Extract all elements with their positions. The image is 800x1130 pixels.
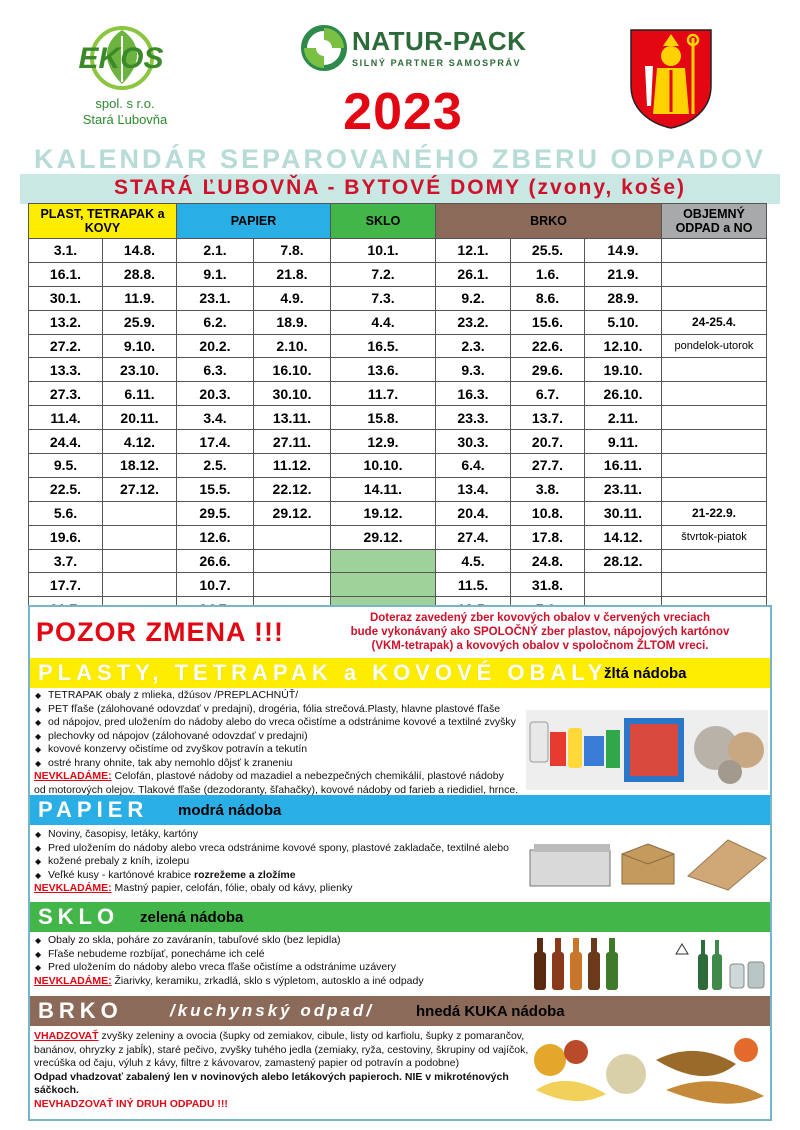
list-item: ◆ Obaly zo skla, poháre zo zaváranín, tabuľové sklo (bez lepidla) <box>34 934 524 948</box>
date-cell: 13.6. <box>331 358 436 382</box>
table-row <box>29 310 767 334</box>
table-row <box>29 573 767 597</box>
date-cell: 9.1. <box>177 262 254 286</box>
glass-waste-photo <box>530 934 768 992</box>
notice-line: bude vykonávaný ako SPOLOČNÝ zber plastov, nápojových kartónov <box>350 626 730 638</box>
header-objemny: OBJEMNÝ ODPAD a NO <box>662 204 767 239</box>
ekos-logo <box>62 22 180 92</box>
bio-waste-photo <box>526 1030 770 1114</box>
date-cell: 19.10. <box>585 358 662 382</box>
date-cell: 15.8. <box>331 406 436 430</box>
date-cell <box>254 573 331 597</box>
date-cell: 27.11. <box>254 430 331 454</box>
date-cell <box>662 549 767 573</box>
date-cell: 23.3. <box>436 406 511 430</box>
date-cell <box>254 525 331 549</box>
ekos-city: Stará Ľubovňa <box>82 112 168 127</box>
naturpack-name: NATUR-PACK <box>352 26 527 56</box>
date-cell: 19.6. <box>29 525 103 549</box>
date-cell: 2.1. <box>177 239 254 263</box>
date-cell: 1.6. <box>511 262 585 286</box>
table-row <box>29 549 767 573</box>
date-cell: 22.6. <box>511 334 585 358</box>
date-cell: 22.12. <box>254 477 331 501</box>
date-cell: 28.9. <box>585 286 662 310</box>
section-plasty-text <box>34 689 524 797</box>
date-cell <box>331 573 436 597</box>
date-cell: 18.12. <box>103 454 177 478</box>
date-cell <box>662 406 767 430</box>
date-cell: 21.9. <box>585 262 662 286</box>
date-cell: 4.9. <box>254 286 331 310</box>
date-cell: 13.11. <box>254 406 331 430</box>
date-cell: 24.8. <box>511 549 585 573</box>
date-cell: 12.9. <box>331 430 436 454</box>
date-cell: 6.2. <box>177 310 254 334</box>
date-cell: 6.11. <box>103 382 177 406</box>
date-cell: 8.6. <box>511 286 585 310</box>
bin-label-sklo: zelená nádoba <box>140 909 244 926</box>
date-cell: 16.10. <box>254 358 331 382</box>
date-cell <box>103 549 177 573</box>
ekos-logo-text: EKOS <box>78 42 164 75</box>
date-cell: 2.10. <box>254 334 331 358</box>
date-cell: 4.12. <box>103 430 177 454</box>
bin-label-brko: hnedá KUKA nádoba <box>416 1003 565 1020</box>
naturpack-tagline: SILNÝ PARTNER SAMOSPRÁV <box>352 58 522 68</box>
date-cell: 29.6. <box>511 358 585 382</box>
date-cell: 3.7. <box>29 549 103 573</box>
vhadzovat-line: banánov, ohryzky z jabĺk), staré pečivo, zvyšky tuhého jedla (zemiaky, ryža, cestoviny, škrupiny od vajíčok, <box>34 1043 529 1056</box>
pozor-zmena-heading: POZOR ZMENA !!! <box>36 617 284 647</box>
date-cell: 11.9. <box>103 286 177 310</box>
date-cell: 5.6. <box>29 501 103 525</box>
header-brko: BRKO <box>436 204 662 239</box>
change-notice <box>312 611 768 653</box>
date-cell: 13.7. <box>511 406 585 430</box>
date-cell: 30.10. <box>254 382 331 406</box>
date-cell: 17.7. <box>29 573 103 597</box>
table-header-row <box>29 204 767 239</box>
date-cell: 2.5. <box>177 454 254 478</box>
brko-subtitle: /kuchynský odpad/ <box>170 1001 375 1020</box>
date-cell: 25.5. <box>511 239 585 263</box>
date-cell: 25.9. <box>103 310 177 334</box>
list-item: ◆ PET fľaše (zálohované odovzdať v predajni), drogéria, fólia strečová.Plasty, hlavne plastové fľaše <box>34 703 524 717</box>
date-cell <box>254 549 331 573</box>
table-row <box>29 239 767 263</box>
date-cell: 7.2. <box>331 262 436 286</box>
list-item: ◆ TETRAPAK obaly z mlieka, džúsov /PREPLACHNÚŤ/ <box>34 689 524 703</box>
date-cell: 28.12. <box>585 549 662 573</box>
date-cell: 26.1. <box>436 262 511 286</box>
section-title-plasty: PLASTY, TETRAPAK a KOVOVÉ OBALY <box>38 660 608 685</box>
date-cell: 19.12. <box>331 501 436 525</box>
naturpack-logo-icon <box>300 24 348 72</box>
date-cell: 16.11. <box>585 454 662 478</box>
notice-line: Doteraz zavedený zber kovových obalov v červených vreciach <box>369 612 711 624</box>
date-cell: 21.8. <box>254 262 331 286</box>
date-cell: 29.5. <box>177 501 254 525</box>
table-row <box>29 501 767 525</box>
table-row <box>29 382 767 406</box>
table-row <box>29 286 767 310</box>
date-cell: 10.8. <box>511 501 585 525</box>
date-cell: 10.7. <box>177 573 254 597</box>
date-cell: 6.4. <box>436 454 511 478</box>
date-cell: 17.4. <box>177 430 254 454</box>
section-sklo-text <box>34 934 524 988</box>
notice-line: (VKM-tetrapak) a kovových obalov v spoločnom ŽLTOM vreci. <box>371 640 709 652</box>
date-cell <box>585 573 662 597</box>
date-cell: 10.10. <box>331 454 436 478</box>
bin-label-papier: modrá nádoba <box>178 802 282 819</box>
date-cell <box>662 382 767 406</box>
list-item: ◆ Pred uložením do nádoby alebo vreca odstránime kovové spony, plastové zakladače, textilné alebo <box>34 842 524 856</box>
date-cell: 31.8. <box>511 573 585 597</box>
date-cell: 23.1. <box>177 286 254 310</box>
nevkladame-papier: NEVKLADÁME: Mastný papier, celofán, fólie, obaly od kávy, plienky <box>34 882 353 894</box>
date-cell <box>662 573 767 597</box>
date-cell: 26.6. <box>177 549 254 573</box>
date-cell: 21-22.9. <box>662 501 767 525</box>
date-cell: 9.2. <box>436 286 511 310</box>
date-cell: 30.11. <box>585 501 662 525</box>
section-papier-text <box>34 828 524 896</box>
date-cell: 12.10. <box>585 334 662 358</box>
table-row <box>29 334 767 358</box>
date-cell: 28.8. <box>103 262 177 286</box>
table-row <box>29 525 767 549</box>
date-cell: 15.5. <box>177 477 254 501</box>
date-cell: 4.4. <box>331 310 436 334</box>
date-cell: 13.2. <box>29 310 103 334</box>
date-cell: 30.3. <box>436 430 511 454</box>
date-cell: 27.4. <box>436 525 511 549</box>
plastic-waste-photo <box>526 710 768 790</box>
date-cell: 16.3. <box>436 382 511 406</box>
date-cell: 27.3. <box>29 382 103 406</box>
date-cell: 20.11. <box>103 406 177 430</box>
date-cell: 3.1. <box>29 239 103 263</box>
date-cell: 27.12. <box>103 477 177 501</box>
date-cell: pondelok-utorok <box>662 334 767 358</box>
calendar-year: 2023 <box>343 83 463 141</box>
date-cell: 23.10. <box>103 358 177 382</box>
date-cell: 7.3. <box>331 286 436 310</box>
date-cell: 3.8. <box>511 477 585 501</box>
date-cell: 23.2. <box>436 310 511 334</box>
date-cell <box>331 549 436 573</box>
coat-of-arms-icon <box>627 26 715 130</box>
table-row <box>29 454 767 478</box>
brko-warning: NEVHADZOVAŤ INÝ DRUH ODPADU !!! <box>34 1097 228 1110</box>
ekos-company: spol. s r.o. <box>95 96 155 111</box>
bin-label-plasty: žltá nádoba <box>604 665 687 682</box>
date-cell: 16.5. <box>331 334 436 358</box>
collection-schedule-table <box>28 203 767 621</box>
date-cell: 13.3. <box>29 358 103 382</box>
section-band-brko <box>30 996 770 1026</box>
date-cell: 17.8. <box>511 525 585 549</box>
table-row <box>29 430 767 454</box>
date-cell: 22.5. <box>29 477 103 501</box>
calendar-subtitle: STARÁ ĽUBOVŇA - BYTOVÉ DOMY (zvony, koše) <box>113 176 687 199</box>
date-cell <box>662 286 767 310</box>
date-cell <box>103 501 177 525</box>
date-cell: 11.7. <box>331 382 436 406</box>
date-cell: 7.8. <box>254 239 331 263</box>
date-cell: 27.2. <box>29 334 103 358</box>
header-plast: PLAST, TETRAPAK a KOVY <box>29 204 177 239</box>
date-cell: 30.1. <box>29 286 103 310</box>
vhadzovat-line: VHADZOVAŤ zvyšky zeleniny a ovocia (šupky od zemiakov, cibule, listy od karfiolu, šupky z pomarančov, <box>34 1030 525 1042</box>
date-cell: 11.5. <box>436 573 511 597</box>
date-cell: 6.3. <box>177 358 254 382</box>
list-item: ◆ kovové konzervy očistíme od zvyškov potravín a tekutín <box>34 743 524 757</box>
ekos-company-info <box>60 96 190 128</box>
date-cell: 14.12. <box>585 525 662 549</box>
date-cell: 12.1. <box>436 239 511 263</box>
table-row <box>29 358 767 382</box>
date-cell: 23.11. <box>585 477 662 501</box>
date-cell: 15.6. <box>511 310 585 334</box>
date-cell: 20.4. <box>436 501 511 525</box>
date-cell: 18.9. <box>254 310 331 334</box>
brko-wrap-instruction: Odpad vhadzovať zabalený len v novinových alebo letákových papieroch. NIE v mikroténových sáčkoch. <box>34 1070 509 1096</box>
date-cell: 20.7. <box>511 430 585 454</box>
list-item: ◆ kožené prebaly z kníh, izolepu <box>34 855 524 869</box>
date-cell: 10.1. <box>331 239 436 263</box>
page-header <box>0 0 800 150</box>
date-cell: 24-25.4. <box>662 310 767 334</box>
section-band-sklo <box>30 902 770 932</box>
list-item: ◆ ostré hrany ohnite, tak aby nemohlo dôjsť k zraneniu <box>34 757 524 771</box>
section-title-papier: PAPIER <box>38 797 149 822</box>
date-cell: 29.12. <box>331 525 436 549</box>
table-row <box>29 262 767 286</box>
date-cell <box>103 573 177 597</box>
date-cell: 5.10. <box>585 310 662 334</box>
date-cell: 14.8. <box>103 239 177 263</box>
date-cell: 20.2. <box>177 334 254 358</box>
date-cell: 11.12. <box>254 454 331 478</box>
date-cell: 14.11. <box>331 477 436 501</box>
date-cell: 3.4. <box>177 406 254 430</box>
header-papier: PAPIER <box>177 204 331 239</box>
date-cell <box>662 239 767 263</box>
date-cell: 2.3. <box>436 334 511 358</box>
section-title-sklo: SKLO <box>38 904 120 929</box>
list-item: ◆ Pred uložením do nádoby alebo vreca fľaše očistíme a odstránime uzávery <box>34 961 524 975</box>
date-cell: 2.11. <box>585 406 662 430</box>
date-cell: 9.3. <box>436 358 511 382</box>
date-cell: 14.9. <box>585 239 662 263</box>
date-cell <box>662 477 767 501</box>
table-row <box>29 406 767 430</box>
list-item: ◆ od nápojov, pred uložením do nádoby alebo do vreca očistíme a odstránime kovové a textilné zvyšky <box>34 716 524 730</box>
list-item: ◆ Veľké kusy - kartónové krabice rozrežeme a zložíme <box>34 869 524 883</box>
date-cell: 4.5. <box>436 549 511 573</box>
list-item: ◆ Fľaše nebudeme rozbíjať, ponecháme ich celé <box>34 948 524 962</box>
nevkladame-plasty-cont: od motorových olejov. Tlakové fľaše (dezodoranty, šľahačky), kovové nádoby od farieb a riedidiel, hrnce. <box>34 783 519 796</box>
list-item: ◆ plechovky od nápojov (zálohované odovzdať v predajni) <box>34 730 524 744</box>
paper-waste-photo <box>528 830 768 894</box>
date-cell <box>662 430 767 454</box>
date-cell: 27.7. <box>511 454 585 478</box>
date-cell <box>103 525 177 549</box>
nevkladame-plasty: NEVKLADÁME: Celofán, plastové nádoby od mazadiel a nebezpečných chemikálií, plastové nádoby <box>34 770 504 782</box>
date-cell: 9.11. <box>585 430 662 454</box>
section-title-brko: BRKO <box>38 998 123 1023</box>
date-cell: 29.12. <box>254 501 331 525</box>
date-cell: 13.4. <box>436 477 511 501</box>
date-cell: 24.4. <box>29 430 103 454</box>
vhadzovat-line: vrecúška od čaju, výluh z kávy, filtre z kávovarov, zamastený papier od potravín a podobne) <box>34 1057 460 1069</box>
date-cell <box>662 358 767 382</box>
date-cell <box>662 454 767 478</box>
table-row <box>29 477 767 501</box>
date-cell: 20.3. <box>177 382 254 406</box>
section-band-plasty <box>30 658 770 688</box>
date-cell: 11.4. <box>29 406 103 430</box>
calendar-title: KALENDÁR SEPAROVANÉHO ZBERU ODPADOV <box>33 144 767 174</box>
date-cell: 9.5. <box>29 454 103 478</box>
list-item: ◆ Noviny, časopisy, letáky, kartóny <box>34 828 524 842</box>
section-brko-text <box>34 1030 544 1111</box>
nevkladame-sklo: NEVKLADÁME: Žiarivky, keramiku, zrkadlá, sklo s výpletom, autosklo a iné odpady <box>34 974 424 987</box>
date-cell: 6.7. <box>511 382 585 406</box>
date-cell: 12.6. <box>177 525 254 549</box>
date-cell: štvrtok-piatok <box>662 525 767 549</box>
section-band-papier <box>30 795 770 825</box>
date-cell: 9.10. <box>103 334 177 358</box>
date-cell <box>662 262 767 286</box>
date-cell: 26.10. <box>585 382 662 406</box>
header-sklo: SKLO <box>331 204 436 239</box>
date-cell: 16.1. <box>29 262 103 286</box>
